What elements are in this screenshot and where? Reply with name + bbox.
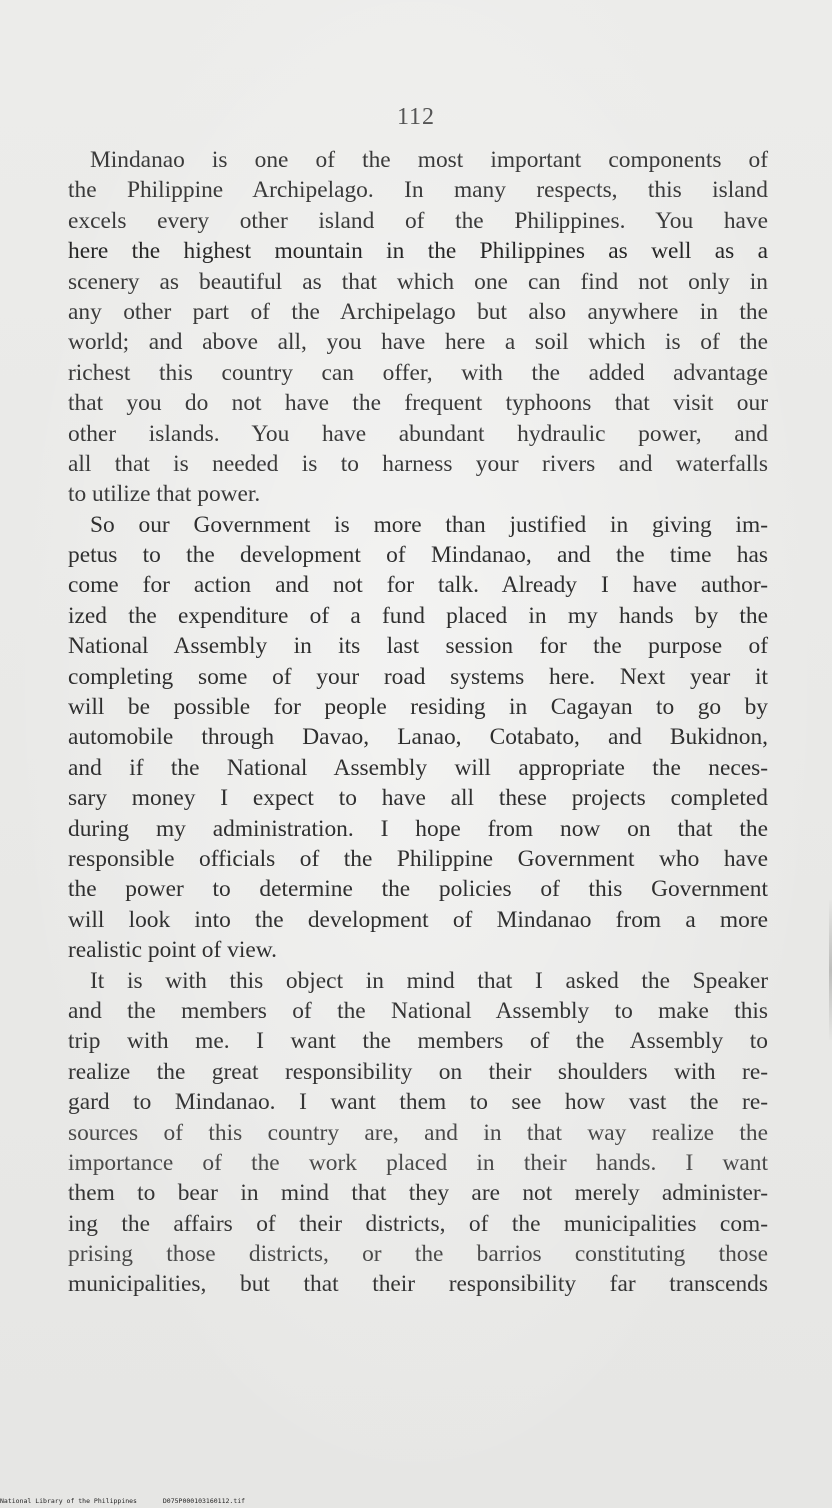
text-line: sary money I expect to have all these projects completed [68, 785, 768, 812]
text-line: come for action and not for talk. Already I have author- [68, 572, 768, 599]
text-line: realize the great responsibility on their shoulders with re- [68, 1058, 768, 1085]
text-line: trip with me. I want the members of the Assembly to [68, 1028, 768, 1055]
text-line: and if the National Assembly will appropriate the neces- [68, 754, 768, 781]
text-line: completing some of your road systems here. Next year it [68, 663, 768, 690]
text-line: all that is needed is to harness your rivers and waterfalls [68, 450, 768, 477]
text-line: the Philippine Archipelago. In many respects, this island [68, 177, 768, 204]
text-line: municipalities, but that their responsibility far transcends [68, 1271, 768, 1298]
text-line: prising those districts, or the barrios constituting those [68, 1241, 768, 1268]
text-line: So our Government is more than justified in giving im- [90, 511, 768, 538]
text-line: gard to Mindanao. I want them to see how vast the re- [68, 1089, 768, 1116]
body-text [68, 145, 768, 1300]
text-line: importance of the work placed in their hands. I want [68, 1149, 768, 1176]
text-line: ized the expenditure of a fund placed in my hands by the [68, 602, 768, 629]
text-line: responsible officials of the Philippine Government who have [68, 845, 768, 872]
text-line: during my administration. I hope from now on that the [68, 815, 768, 842]
text-line: will look into the development of Mindanao from a more [68, 906, 768, 933]
text-line: will be possible for people residing in Cagayan to go by [68, 694, 768, 721]
text-line: excels every other island of the Philippines. You have [68, 207, 768, 234]
text-line: here the highest mountain in the Philippines as well as a [68, 238, 768, 265]
text-line: them to bear in mind that they are not merely administer- [68, 1180, 768, 1207]
text-line: to utilize that power. [68, 481, 261, 508]
text-line: other islands. You have abundant hydraulic power, and [68, 420, 768, 447]
text-line: Mindanao is one of the most important components of [90, 147, 768, 173]
text-line: world; and above all, you have here a soil which is of the [68, 329, 768, 356]
page-number: 112 [396, 104, 436, 130]
text-line: any other part of the Archipelago but also anywhere in the [68, 298, 768, 325]
scan-footer [0, 1497, 267, 1505]
footer-filename: D075P000103160112.tif [162, 1497, 246, 1505]
text-line: richest this country can offer, with the added advantage [68, 359, 768, 386]
text-line: It is with this object in mind that I asked the Speaker [90, 967, 768, 994]
text-line: petus to the development of Mindanao, and the time has [68, 542, 768, 569]
text-line: sources of this country are, and in that way realize the [68, 1119, 768, 1146]
text-line: automobile through Davao, Lanao, Cotabato, and Bukidnon, [68, 724, 768, 751]
paragraph-3 [68, 966, 768, 1300]
paragraph-2 [68, 510, 768, 966]
text-line: that you do not have the frequent typhoons that visit our [68, 390, 768, 417]
text-line: realistic point of view. [68, 937, 277, 964]
text-line: and the members of the National Assembly to make this [68, 997, 768, 1024]
text-line: scenery as beautiful as that which one can find not only in [68, 268, 768, 295]
paragraph-1 [68, 145, 768, 510]
text-line: National Assembly in its last session for the purpose of [68, 633, 768, 660]
text-line: ing the affairs of their districts, of the municipalities com- [68, 1210, 768, 1237]
text-line: the power to determine the policies of this Government [68, 876, 768, 903]
footer-library: National Library of the Philippines [0, 1497, 137, 1505]
